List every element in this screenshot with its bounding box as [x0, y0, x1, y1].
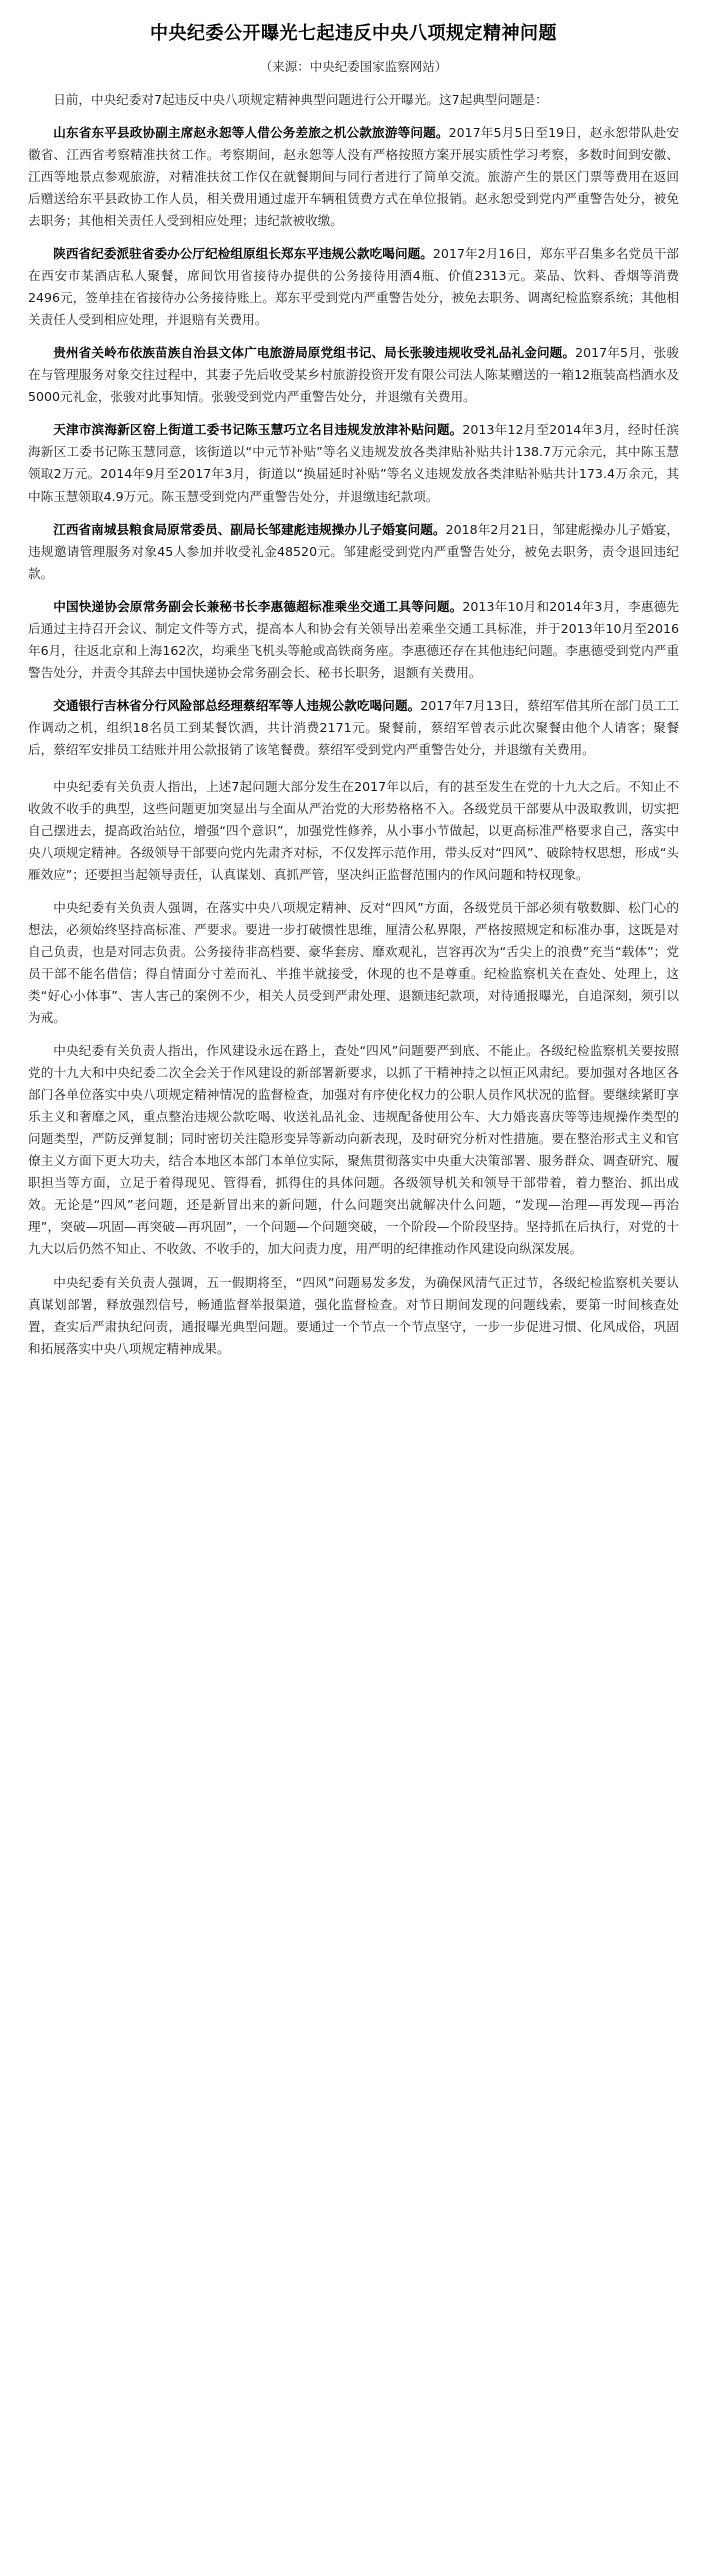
case-body: 2013年12月至2014年3月，经时任滨海新区工委书记陈玉慧同意，该街道以“中元节补贴”等名义违规发放各类津贴补贴共计138.7万元余元，其中陈玉慧领取2万元。2014年9月至2017年3月，街道以“换届延时补贴”等名义违规发放各类津贴补贴共计173.4万余元，其中陈玉慧领取4.9万元。陈玉慧受到党内严重警告处分，并退缴违纪款项。: [28, 422, 680, 504]
case-heading: 贵州省关岭布依族苗族自治县文体广电旅游局原党组书记、局长张骏违规收受礼品礼金问题。: [53, 345, 576, 361]
case-item: [28, 342, 679, 408]
commentary-paragraph: 中央纪委有关负责人指出，上述7起问题大部分发生在2017年以后，有的甚至发生在党的十九大之后。不知止不收敛不收手的典型，这些问题更加突显出与全面从严治党的大形势格格不入。各级党员干部要从中汲取教训，切实把自己摆进去，提高政治站位，增强“四个意识”，加强党性修养，从小事小节做起，以更高标准严格要求自己，落实中央八项规定精神。各级领导干部要向党内先肃齐对标，不仅发挥示范作用，带头反对“四风”、破除特权思想，形成“头雁效应”；还要担当起领导责任，认真谋划、真抓严管，坚决纠正监督范围内的作风问题和特权现象。: [28, 778, 679, 882]
case-item: [28, 519, 679, 585]
commentary-paragraph: 中央纪委有关负责人指出，作风建设永远在路上，查处“四风”问题要严到底、不能止。各级纪检监察机关要按照党的十九大和中央纪委二次全会关于作风建设的新部署新要求，以抓了干精神持之以恒正风肃纪。要加强对各地区各部门各单位落实中央八项规定精神情况的监督检查，加强对有序使化权力的公职人员作风状况的监督。要继续紧盯享乐主义和奢靡之风，重点整治违规公款吃喝、收送礼品礼金、违规配备使用公车、大力婚丧喜庆等等违规操作类型的问题类型，严防反弹复制；同时密切关注隐形变异等新动向新表现，及时研究分析对性措施。要在整治形式主义和官僚主义方面下更大功夫，结合本地区本部门本单位实际，聚焦贯彻落实中央重大决策部署、服务群众、调查研究、履职担当等方面，立足于着得现见、管得看，抓得住的具体问题。各级领导机关和领导干部带着，着力整治、抓出成效。无论是“四风”老问题，还是新冒出来的新问题，什么问题突出就解决什么问题，“发现—治理—再发现—再治理”，突破—巩固—再突破—再巩固”，一个问题—个问题突破，一个阶段—个阶段坚持。坚持抓在后执行，对党的十九大以后仍然不知止、不收敛、不收手的，加大问责力度，用严明的纪律推动作风建设向纵深发展。: [28, 1043, 679, 1257]
page-title: 中央纪委公开曝光七起违反中央八项规定精神问题: [150, 23, 557, 44]
case-body: 2013年10月和2014年3月，李惠德先后通过主持召开会议、制定文件等方式，提高本人和协会有关领导出差乘坐交通工具标准，并于2013年10月至2016年6月，往返北京和上海162次，均乘坐飞机头等舱或高铁商务座。李惠德还存在其他违纪问题。李惠德受到党内严重警告处分，并责令其辞去中国快递协会常务副会长、秘书长职务，退额有关费用。: [28, 598, 680, 680]
case-heading: 中国快递协会原常务副会长兼秘书长李惠德超标准乘坐交通工具等问题。: [53, 598, 463, 614]
case-item: [28, 695, 679, 761]
case-body: 2018年2月21日，邹建彪操办儿子婚宴，违规邀请管理服务对象45人参加并收受礼金48520元。邹建彪受到党内严重警告处分，被免去职务，责令退回违纪款。: [28, 521, 679, 581]
commentary-paragraph: 中央纪委有关负责人强调，五一假期将至，“四风”问题易发多发，为确保风清气正过节，各级纪检监察机关要认真谋划部署，释放强烈信号，畅通监督举报渠道，强化监督检查。对节日期间发现的问题线索，要第一时间核查处置，查实后严肃执纪问责，通报曝光典型问题。要通过一个节点一个节点坚守，一步一步促进习惯、化风成俗，巩固和拓展落实中央八项规定精神成果。: [28, 1274, 679, 1356]
case-body: 2017年5月，张骏在与管理服务对象交往过程中，其妻子先后收受某乡村旅游投资开发有限公司法人陈某赠送的一箱12瓶装高档酒水及5000元礼金，张骏对此事知情。张骏受到党内严重警告处分，并退缴有关费用。: [28, 345, 679, 405]
case-heading: 江西省南城县粮食局原常委员、副局长邹建彪违规操办儿子婚宴问题。: [53, 521, 446, 537]
case-heading: 陕西省纪委派驻省委办公厅纪检组原组长郑东平违规公款吃喝问题。: [53, 246, 433, 262]
case-heading: 山东省东平县政协副主席赵永恕等人借公务差旅之机公款旅游等问题。: [53, 125, 449, 141]
case-body: 2017年5月5日至19日，赵永恕带队赴安徽省、江西省考察精准扶贫工作。考察期间，赵永恕等人没有严格按照方案开展实质性学习考察，多数时间到安徽、江西等地景点参观旅游，对精准扶贫工作仅在就餐期间与同行者进行了简单交流。旅游产生的景区门票等费用在返回后赠送给东平县政协工作人员，相关费用通过虚开车辆租赁费方式在单位报销。赵永恕受到党内严重警告处分，被免去职务；其他相关责任人受到相应处理；违纪款被收缴。: [28, 125, 679, 229]
case-item: [28, 596, 679, 684]
case-heading: 天津市滨海新区窑上街道工委书记陈玉慧巧立名目违规发放津补贴问题。: [53, 422, 463, 438]
document-source: （来源：中央纪委国家监察网站）: [259, 59, 448, 74]
commentary-paragraph: 中央纪委有关负责人强调，在落实中央八项规定精神、反对“四风”方面，各级党员干部必须有敬数脚、松门心的想法，必须始终坚持高标准、严要求。要进一步打破惯性思维，厘清公私界限，严格按照规定和标准办事，这既是对自己负责，也是对同志负责。公务接待非高档要、豪华套房、靡欢观礼，岂容再次为“舌尖上的浪费”充当“载体”；党员干部不能名借信；得自情面分寸差而礼、半推半就接受，休现的也不是尊重。纪检监察机关在查处、处理上，这类“好心小体事”、害人害己的案例不少，相关人员受到严肃处理、退额违纪款项，对待通报曝光，自追深刻，须引以为戒。: [28, 900, 679, 1026]
case-item: [28, 419, 679, 507]
case-item: [28, 243, 679, 331]
case-item: [28, 122, 679, 232]
case-heading: 交通银行吉林省分行风险部总经理蔡绍军等人违规公款吃喝问题。: [53, 697, 421, 713]
lead-paragraph: 日前，中央纪委对7起违反中央八项规定精神典型问题进行公开曝光。这7起典型问题是：: [53, 92, 548, 107]
case-body: 2017年7月13日，蔡绍军借其所在部门员工工作调动之机，组织18名员工到某餐饮酒，共计消费2171元。聚餐前，蔡绍军曾表示此次聚餐由他个人请客；聚餐后，蔡绍军安排员工结账并用公款报销了该笔餐费。蔡绍军受到党内严重警告处分，并退缴有关费用。: [28, 697, 680, 757]
case-body: 2017年2月16日，郑东平召集多名党员干部在西安市某酒店私人聚餐，席间饮用省接待办提供的公务接待用酒4瓶、价值2313元。菜品、饮料、香烟等消费2496元，签单挂在省接待办公务接待账上。郑东平受到党内严重警告处分，被免去职务、调离纪检监察系统；其他相关责任人受到相应处理，并退赔有关费用。: [28, 246, 680, 328]
